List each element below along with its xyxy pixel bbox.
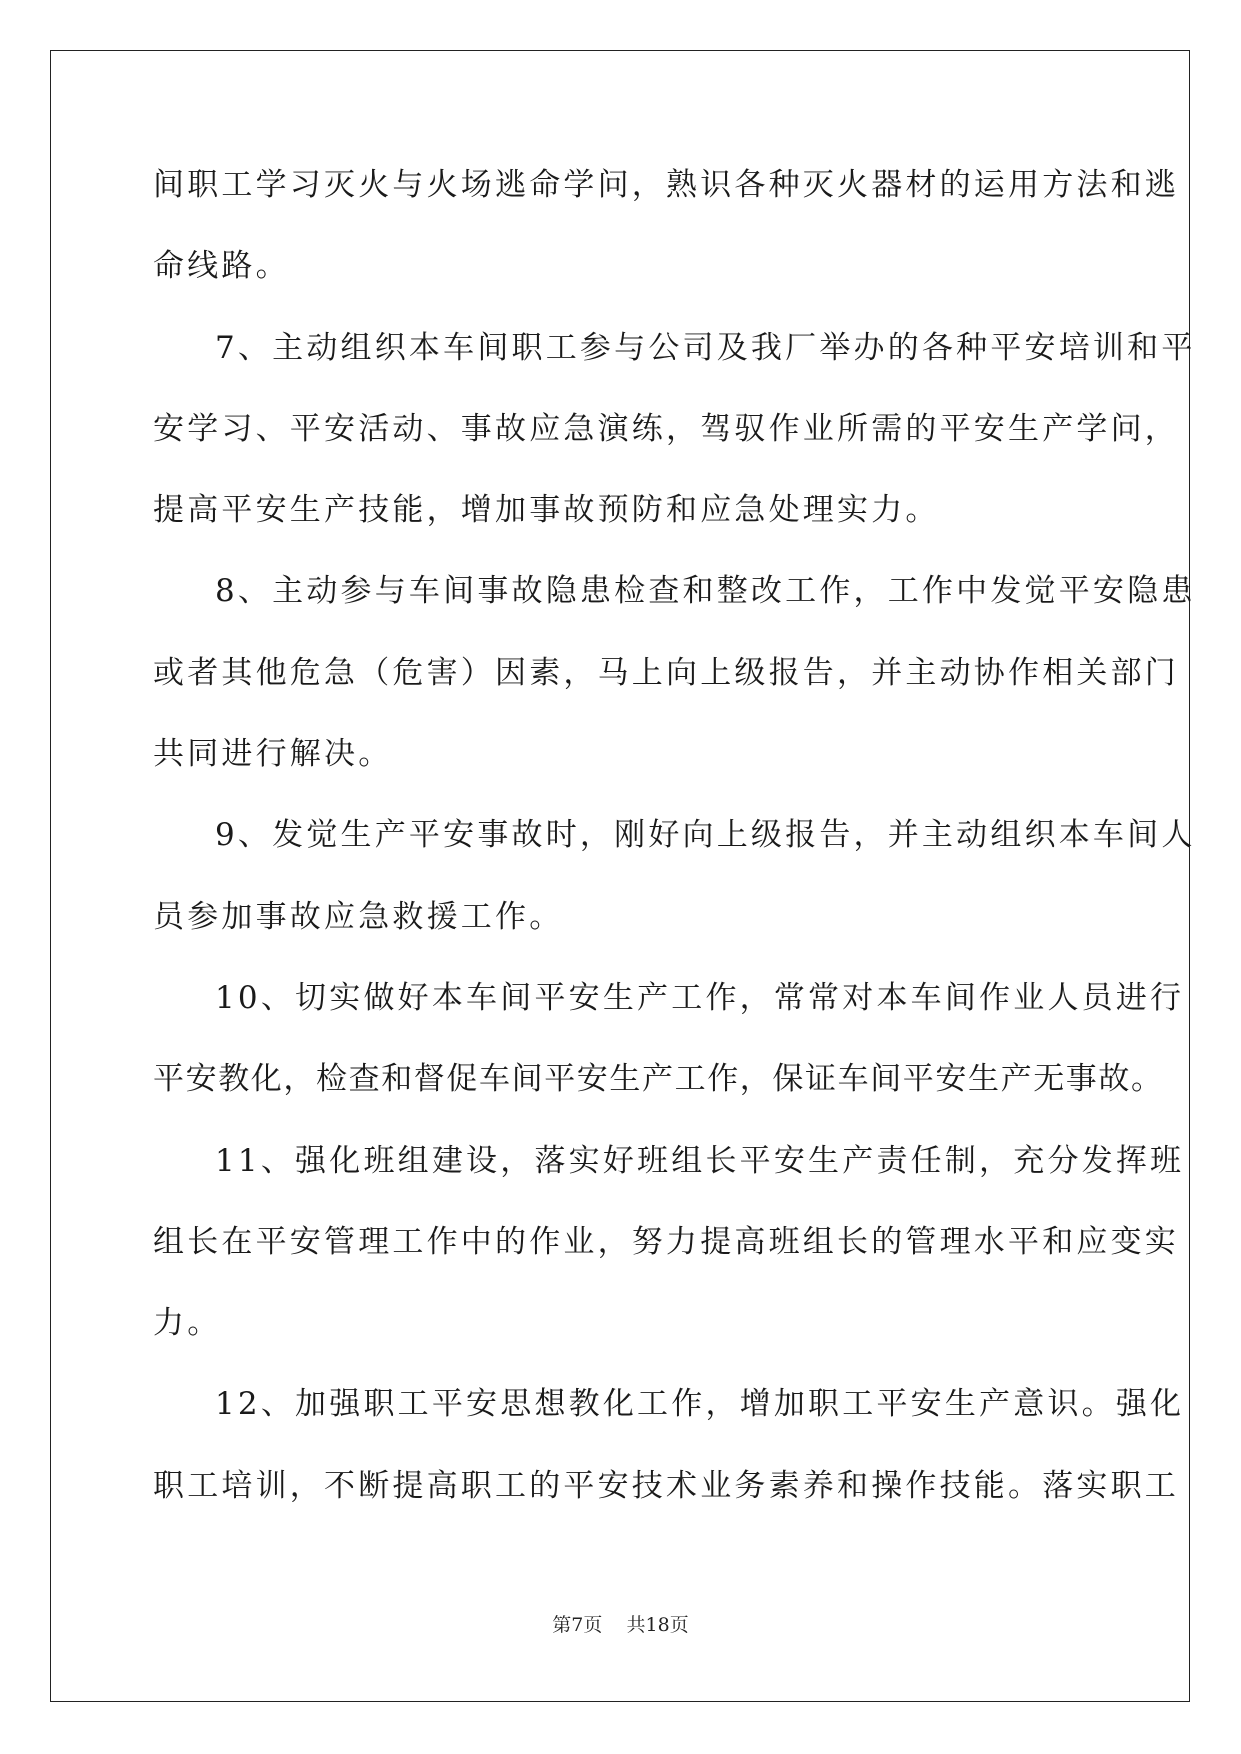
paragraph-12-start: 12、加强职工平安思想教化工作，增加职工平安生产意识。强化 bbox=[215, 1386, 1185, 1423]
document-body bbox=[153, 158, 1196, 1540]
body-line: 组长在平安管理工作中的作业，努力提高班组长的管理水平和应变实 bbox=[153, 1223, 1179, 1260]
body-line: 力。 bbox=[153, 1305, 222, 1342]
paragraph-7-start: 7、主动组织本车间职工参与公司及我厂举办的各种平安培训和平 bbox=[215, 329, 1196, 366]
body-line: 命线路。 bbox=[153, 248, 290, 285]
body-line: 共同进行解决。 bbox=[153, 736, 393, 773]
body-line: 安学习、平安活动、事故应急演练，驾驭作业所需的平安生产学问， bbox=[153, 410, 1179, 447]
paragraph-8-start: 8、主动参与车间事故隐患检查和整改工作，工作中发觉平安隐患 bbox=[215, 573, 1196, 610]
paragraph-9-start: 9、发觉生产平安事故时，刚好向上级报告，并主动组织本车间人 bbox=[215, 817, 1196, 854]
page-number-footer: 第7页 共18页 bbox=[552, 1614, 689, 1636]
body-line: 提高平安生产技能，增加事故预防和应急处理实力。 bbox=[153, 492, 940, 529]
body-line: 间职工学习灭火与火场逃命学问，熟识各种灭火器材的运用方法和逃 bbox=[153, 167, 1179, 203]
body-line: 员参加事故应急救援工作。 bbox=[153, 898, 564, 935]
body-line: 职工培训，不断提高职工的平安技术业务素养和操作技能。落实职工 bbox=[153, 1467, 1179, 1504]
body-line: 或者其他危急（危害）因素，马上向上级报告，并主动协作相关部门 bbox=[153, 654, 1179, 691]
body-line: 平安教化，检查和督促车间平安生产工作，保证车间平安生产无事故。 bbox=[153, 1061, 1164, 1098]
paragraph-10-start: 10、切实做好本车间平安生产工作，常常对本车间作业人员进行 bbox=[215, 979, 1185, 1016]
paragraph-11-start: 11、强化班组建设，落实好班组长平安生产责任制，充分发挥班 bbox=[215, 1142, 1185, 1179]
